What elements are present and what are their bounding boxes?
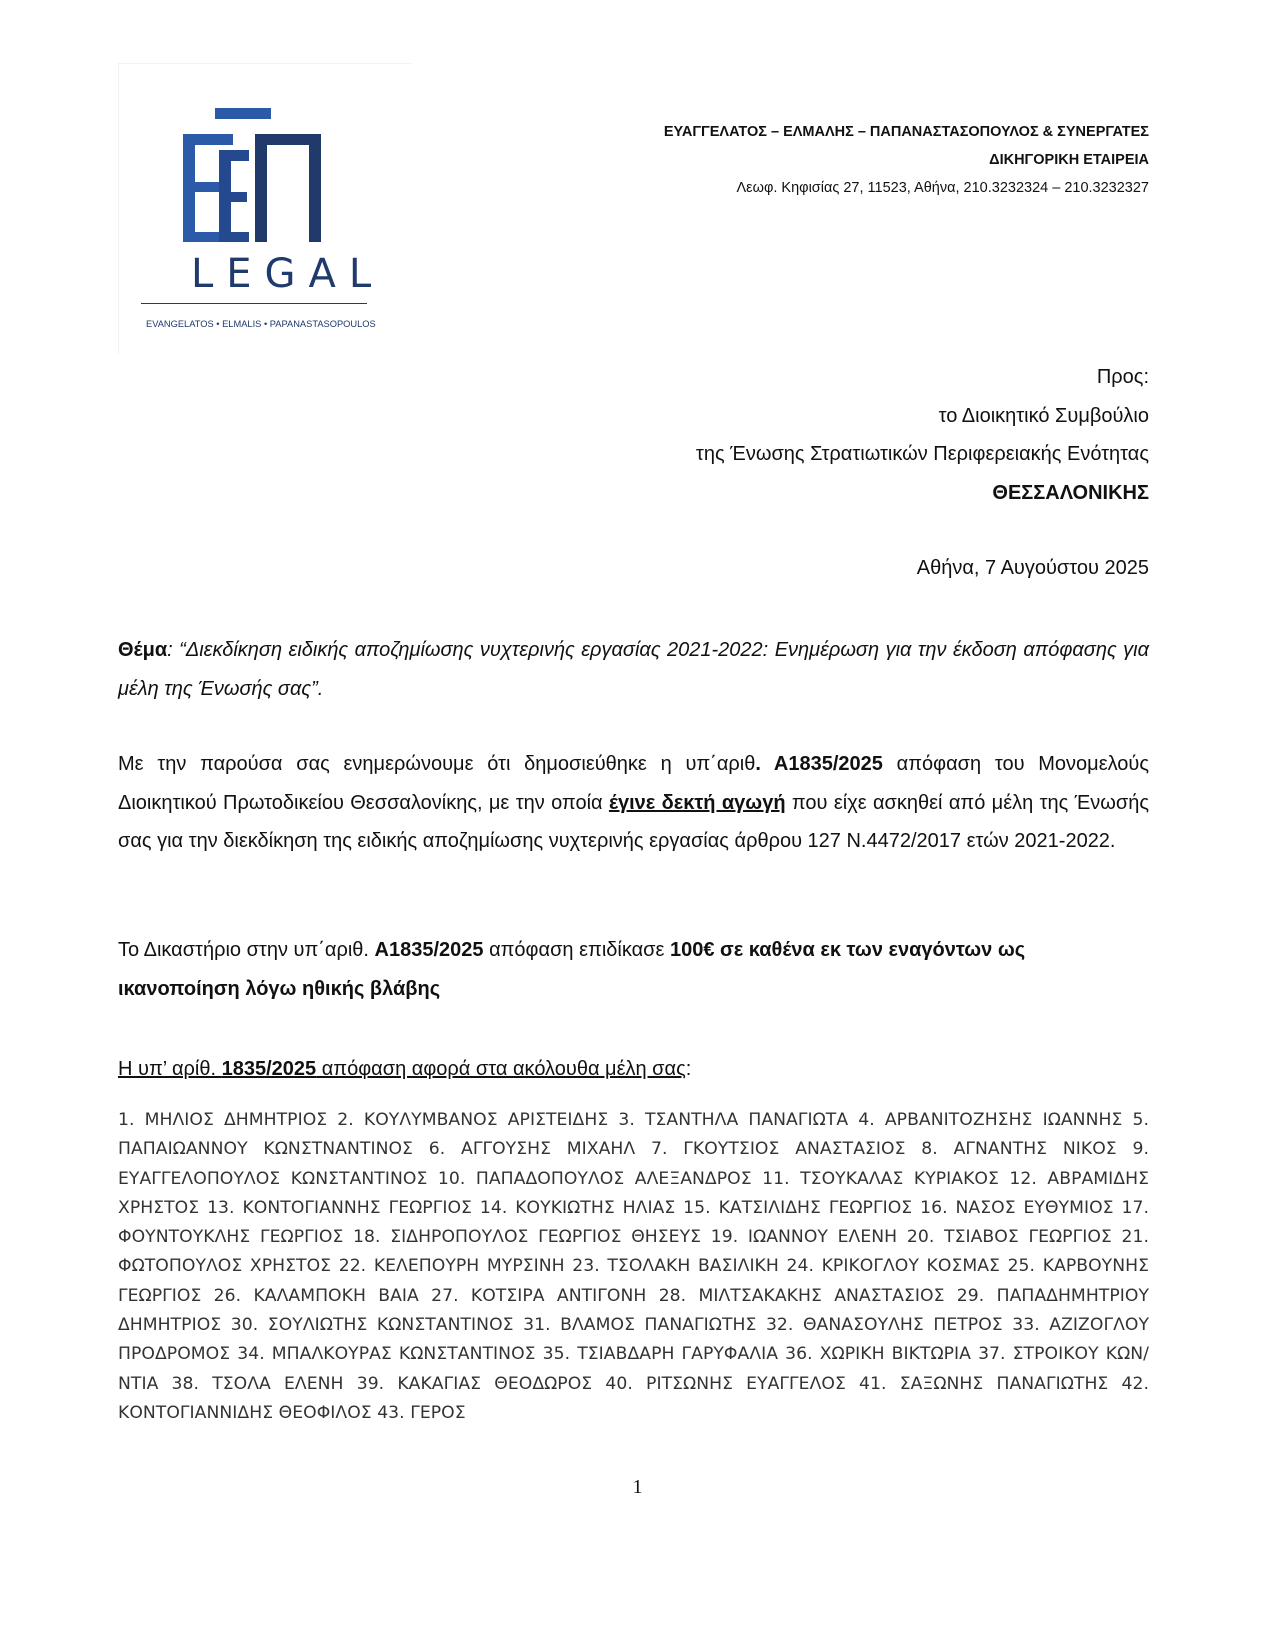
logo-mark-icon [119, 64, 411, 354]
members-list: 1. ΜΗΛΙΟΣ ΔΗΜΗΤΡΙΟΣ 2. ΚΟΥΛΥΜΒΑΝΟΣ ΑΡΙΣΤΕΙΔΗΣ 3. ΤΣΑΝΤΗΛΑ ΠΑΝΑΓΙΩΤΑ 4. ΑΡΒΑΝΙΤΟΖΗΣΗΣ ΙΩΑΝΝΗΣ 5. ΠΑΠΑΙΩΑΝΝΟΥ ΚΩΝΣΤΝΑΝΤΙΝΟΣ 6. ΑΓΓΟΥΣΗΣ ΜΙΧΑΗΛ 7. ΓΚΟΥΤΣΙΟΣ ΑΝΑΣΤΑΣΙΟΣ 8. ΑΓΝΑΝΤΗΣ ΝΙΚΟΣ 9. ΕΥΑΓΓΕΛΟΠΟΥΛΟΣ ΚΩΝΣΤΑΝΤΙΝΟΣ 10. ΠΑΠΑΔΟΠΟΥΛΟΣ ΑΛΕΞΑΝΔΡΟΣ 11. ΤΣΟΥΚΑΛΑΣ ΚΥΡΙΑΚΟΣ 12. ΑΒΡΑΜΙΔΗΣ ΧΡΗΣΤΟΣ 13. ΚΟΝΤΟΓΙΑΝΝΗΣ ΓΕΩΡΓΙΟΣ 14. ΚΟΥΚΙΩΤΗΣ ΗΛΙΑΣ 15. ΚΑΤΣΙΛΙΔΗΣ ΓΕΩΡΓΙΟΣ 16. ΝΑΣΟΣ ΕΥΘΥΜΙΟΣ 17. ΦΟΥΝΤΟΥΚΛΗΣ ΓΕΩΡΓΙΟΣ 18. ΣΙΔΗΡΟΠΟΥΛΟΣ ΓΕΩΡΓΙΟΣ ΘΗΣΕΥΣ 19. ΙΩΑΝΝΟΥ ΕΛΕΝΗ 20. ΤΣΙΑΒΟΣ ΓΕΩΡΓΙΟΣ 21. ΦΩΤΟΠΟΥΛΟΣ ΧΡΗΣΤΟΣ 22. ΚΕΛΕΠΟΥΡΗ ΜΥΡΣΙΝΗ 23. ΤΣΟΛΑΚΗ ΒΑΣΙΛΙΚΗ 24. ΚΡΙΚΟΓΛΟΥ ΚΟΣΜΑΣ 25. ΚΑΡΒΟΥΝΗΣ ΓΕΩΡΓΙΟΣ 26. ΚΑΛΑΜΠΟΚΗ ΒΑΙΑ 27. ΚΟΤΣΙΡΑ ΑΝΤΙΓΟΝΗ 28. ΜΙΛΤΣΑΚΑΚΗΣ ΑΝΑΣΤΑΣΙΟΣ 29. ΠΑΠΑΔΗΜΗΤΡΙΟΥ ΔΗΜΗΤΡΙΟΣ 30. ΣΟΥΛΙΩΤΗΣ ΚΩΝΣΤΑΝΤΙΝΟΣ 31. ΒΛΑΜΟΣ ΠΑΝΑΓΙΩΤΗΣ 32. ΘΑΝΑΣΟΥΛΗΣ ΠΕΤΡΟΣ 33. ΑΖΙΖΟΓΛΟΥ ΠΡΟΔΡΟΜΟΣ 34. ΜΠΑΛΚΟΥΡΑΣ ΚΩΝΣΤΑΝΤΙΝΟΣ 35. ΤΣΙΑΒΔΑΡΗ ΓΑΡΥΦΑΛΙΑ 36. ΧΩΡΙΚΗ ΒΙΚΤΩΡΙΑ 37. ΣΤΡΟΙΚΟΥ ΚΩΝ/ΝΤΙΑ 38. ΤΣΟΛΑ ΕΛΕΝΗ 39. ΚΑΚΑΓΙΑΣ ΘΕΟΔΩΡΟΣ 40. ΡΙΤΣΩΝΗΣ ΕΥΑΓΓΕΛΟΣ 41. ΣΑΞΩΝΗΣ ΠΑΝΑΓΙΩΤΗΣ 42. ΚΟΝΤΟΓΙΑΝΝΙΔΗΣ ΘΕΟΦΙΛΟΣ 43. ΓΕΡΟΣ [118, 1110, 1149, 1423]
paragraph-2-part-2: απόφαση επιδίκασε [483, 939, 670, 961]
firm-name: ΕΥΑΓΓΕΛΑΤΟΣ – ΕΛΜΑΛΗΣ – ΠΑΠΑΝΑΣΤΑΣΟΠΟΥΛΟΣ & ΣΥΝΕΡΓΑΤΕΣ [663, 124, 1149, 140]
subject-text: : “Διεκδίκηση ειδικής αποζημίωσης νυχτερινής εργασίας 2021-2022: Ενημέρωση για την έκδοση απόφασης για μέλη της Ένωσής σας”. [118, 639, 1149, 700]
addressee-line-3: ΘΕΣΣΑΛΟΝΙΚΗΣ [992, 481, 1149, 504]
paragraph-2-part-1: Το Δικαστήριο στην υπ΄αριθ. [118, 939, 375, 961]
paragraph-2-award: 100€ σε καθένα εκ των εναγόντων ως ικανοποίηση λόγω ηθικής βλάβης [118, 939, 1026, 1000]
logo-tagline: EVANGELATOS • ELMALIS • PAPANASTASOPOULOS [146, 319, 376, 329]
addressee-block [696, 358, 1149, 512]
firm-logo [118, 63, 411, 354]
paragraph-2 [118, 931, 1149, 1008]
page-number: 1 [632, 1476, 643, 1498]
subject-line [118, 631, 1149, 708]
logo-wordmark: LEGAL [191, 251, 385, 297]
subject-label: Θέμα [118, 639, 168, 661]
paragraph-1-decision: . Α1835/2025 [755, 753, 883, 775]
members-intro [118, 1050, 1149, 1089]
paragraph-1-part-1: Με την παρούσα σας ενημερώνουμε ότι δημοσιεύθηκε η υπ΄αριθ [118, 753, 756, 775]
members-intro-part-2: απόφαση αφορά στα ακόλουθα μέλη σας [316, 1058, 686, 1080]
members-intro-colon: : [685, 1058, 692, 1080]
addressee-line-2: της Ένωσης Στρατιωτικών Περιφερειακής Ενότητας [695, 443, 1149, 465]
addressee-to: Προς: [1096, 366, 1149, 388]
firm-header [664, 118, 1149, 202]
letter-date: Αθήνα, 7 Αυγούστου 2025 [916, 557, 1149, 579]
paragraph-2-decision: Α1835/2025 [374, 939, 484, 961]
addressee-line-1: το Διοικητικό Συμβούλιο [938, 404, 1149, 427]
members-intro-part-1: Η υπ’ αρίθ. [118, 1058, 222, 1080]
paragraph-1 [118, 745, 1149, 861]
paragraph-1-part-3: που είχε ασκηθεί από μέλη της Ένωσής σας για την διεκδίκηση της ειδικής αποζημίωσης νυχτερινής εργασίας άρθρου 127 Ν.4472/2017 ετών 2021-2022. [118, 791, 1150, 852]
paragraph-1-part-2: απόφαση του Μονομελούς Διοικητικού Πρωτοδικείου Θεσσαλονίκης, με την οποία [118, 753, 1150, 814]
firm-type: ΔΙΚΗΓΟΡΙΚΗ ΕΤΑΙΡΕΙΑ [989, 152, 1149, 168]
paragraph-1-accepted: έγινε δεκτή αγωγή [608, 791, 786, 814]
firm-address: Λεωφ. Κηφισίας 27, 11523, Αθήνα, 210.3232324 – 210.3232327 [736, 180, 1149, 196]
members-intro-decision: 1835/2025 [221, 1058, 317, 1080]
